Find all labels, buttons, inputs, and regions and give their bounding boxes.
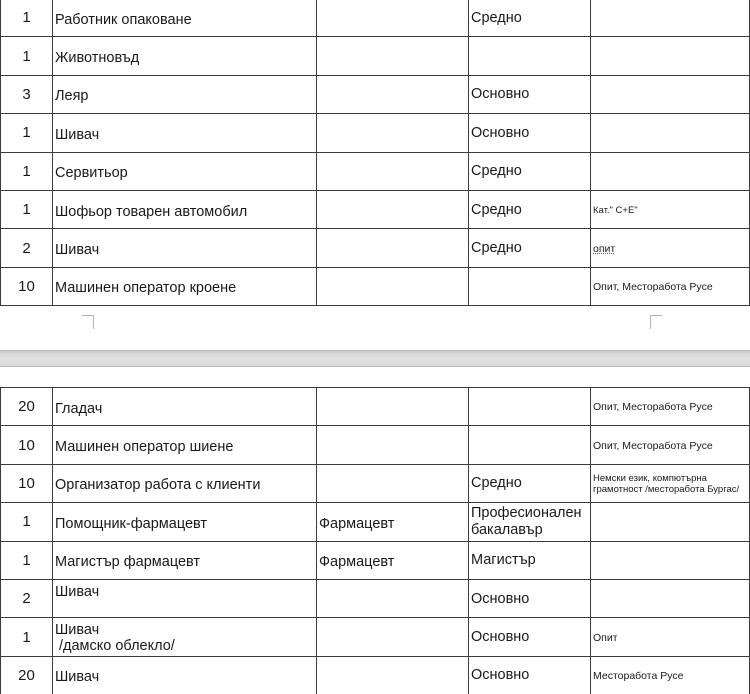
page-break-separator (0, 350, 750, 367)
job-title-line2: /дамско облекло/ (59, 638, 175, 655)
specialty (317, 114, 469, 152)
table-row (1, 114, 750, 152)
positions-count: 2 (1, 229, 53, 267)
specialty (317, 426, 469, 464)
positions-count: 2 (1, 579, 53, 617)
requirements: Опит, Месторабота Русе (591, 426, 750, 464)
job-title: Шивач (53, 114, 317, 152)
education-level: Основно (469, 579, 591, 617)
specialty (317, 37, 469, 75)
requirements (591, 75, 750, 113)
positions-count: 1 (1, 618, 53, 656)
requirements: Месторабота Русе (591, 656, 750, 694)
specialty (317, 388, 469, 426)
requirements: Опит (591, 618, 750, 656)
requirements (591, 152, 750, 190)
requirements (591, 0, 750, 37)
job-title: Машинен оператор кроене (53, 267, 317, 305)
education-level (469, 426, 591, 464)
requirements (591, 229, 750, 267)
job-title: Помощник-фармацевт (53, 503, 317, 541)
specialty (317, 579, 469, 617)
positions-count: 10 (1, 267, 53, 305)
education-level: Магистър (469, 541, 591, 579)
job-title: Магистър фармацевт (53, 541, 317, 579)
table-row (1, 503, 750, 541)
specialty (317, 618, 469, 656)
table-row (1, 37, 750, 75)
job-title-line1: Шивач (55, 622, 100, 639)
positions-count: 1 (1, 503, 53, 541)
requirements (591, 37, 750, 75)
positions-count: 1 (1, 114, 53, 152)
vacancies-table-page-2 (0, 387, 750, 694)
education-level: Средно (469, 0, 591, 37)
job-title: Леяр (53, 75, 317, 113)
job-title: Шивач (53, 656, 317, 694)
table-row (1, 541, 750, 579)
positions-count: 10 (1, 426, 53, 464)
specialty (317, 656, 469, 694)
requirements (591, 114, 750, 152)
requirements (591, 579, 750, 617)
table-row (1, 426, 750, 464)
specialty (317, 190, 469, 228)
specialty: Фармацевт (317, 503, 469, 541)
education-level: Средно (469, 152, 591, 190)
education-level: Средно (469, 229, 591, 267)
page-corner-mark-icon (650, 315, 662, 329)
table-row (1, 656, 750, 694)
requirements-text: опит (593, 242, 616, 255)
table-row (1, 267, 750, 305)
positions-count: 20 (1, 388, 53, 426)
table-row (1, 464, 750, 502)
table-row (1, 388, 750, 426)
job-title: Животновъд (53, 37, 317, 75)
job-title: Работник опаковане (53, 0, 317, 37)
education-level: Средно (469, 190, 591, 228)
education-level (469, 388, 591, 426)
education-level: Основно (469, 114, 591, 152)
job-title (53, 618, 317, 656)
requirements: Кат." С+Е" (591, 190, 750, 228)
table-row (1, 75, 750, 113)
education-level: Основно (469, 656, 591, 694)
positions-count: 1 (1, 37, 53, 75)
education-level: Основно (469, 75, 591, 113)
table-row (1, 579, 750, 617)
job-title: Сервитьор (53, 152, 317, 190)
requirements: Опит, Месторабота Русе (591, 267, 750, 305)
requirements: Опит, Месторабота Русе (591, 388, 750, 426)
positions-count: 1 (1, 190, 53, 228)
positions-count: 1 (1, 0, 53, 37)
document-page-2 (0, 367, 750, 694)
positions-count: 1 (1, 541, 53, 579)
specialty: Фармацевт (317, 541, 469, 579)
education-level: Средно (469, 464, 591, 502)
education-level (469, 267, 591, 305)
requirements (591, 541, 750, 579)
job-title: Шофьор товарен автомобил (53, 190, 317, 228)
specialty (317, 267, 469, 305)
table-row (1, 0, 750, 37)
education-level: Професионален бакалавър (469, 503, 591, 541)
requirements (591, 503, 750, 541)
job-title: Шивач (53, 229, 317, 267)
specialty (317, 152, 469, 190)
positions-count: 20 (1, 656, 53, 694)
specialty (317, 0, 469, 37)
page-corner-mark-icon (82, 315, 94, 329)
job-title: Шивач (53, 579, 317, 617)
education-level (469, 37, 591, 75)
table-row (1, 190, 750, 228)
job-title: Гладач (53, 388, 317, 426)
table-row (1, 229, 750, 267)
table-row (1, 618, 750, 656)
specialty (317, 464, 469, 502)
specialty (317, 75, 469, 113)
positions-count: 1 (1, 152, 53, 190)
job-title: Организатор работа с клиенти (53, 464, 317, 502)
education-level: Основно (469, 618, 591, 656)
specialty (317, 229, 469, 267)
job-title: Машинен оператор шиене (53, 426, 317, 464)
vacancies-table-page-1 (0, 0, 750, 306)
positions-count: 3 (1, 75, 53, 113)
requirements: Немски език, компютърна грамотност /месторабота Бургас/ (591, 464, 750, 502)
table-row (1, 152, 750, 190)
positions-count: 10 (1, 464, 53, 502)
